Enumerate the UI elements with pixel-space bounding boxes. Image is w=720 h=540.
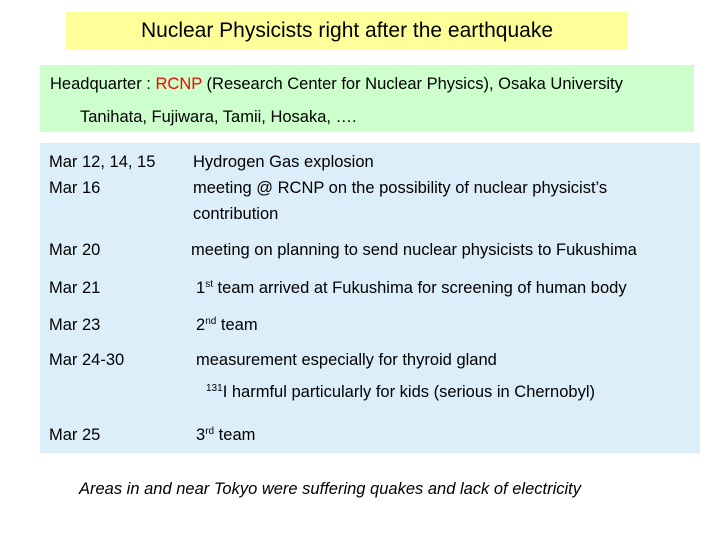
headquarter-names: Tanihata, Fujiwara, Tamii, Hosaka, ….	[80, 108, 357, 126]
timeline-date: Mar 23	[49, 316, 101, 334]
timeline-text: contribution	[193, 205, 279, 223]
ordinal-number: 3	[196, 426, 206, 444]
timeline-entry	[196, 278, 627, 298]
timeline-text: measurement especially for thyroid gland	[196, 351, 497, 369]
timeline-text: team	[216, 316, 258, 334]
headquarter-prefix: Headquarter :	[50, 75, 156, 93]
ordinal-suffix: rd	[205, 426, 215, 437]
isotope-note	[206, 383, 595, 402]
timeline-text: team arrived at Fukushima for screening of human body	[212, 279, 627, 297]
headquarter-box	[40, 65, 694, 132]
footer-note: Areas in and near Tokyo were suffering quakes and lack of electricity	[79, 480, 581, 498]
timeline-text: meeting @ RCNP on the possibility of nuclear physicist’s	[193, 179, 608, 197]
ordinal-suffix: nd	[205, 316, 217, 327]
timeline-text: team	[214, 426, 256, 444]
ordinal-suffix: st	[205, 279, 213, 290]
timeline-text: Hydrogen Gas explosion	[193, 153, 374, 171]
isotope-symbol: I	[222, 383, 228, 401]
slide-title	[66, 12, 628, 49]
headquarter-org: RCNP	[155, 75, 202, 93]
timeline-text: meeting on planning to send nuclear physicists to Fukushima	[191, 241, 637, 259]
timeline-date: Mar 20	[49, 241, 101, 259]
timeline-box	[40, 143, 700, 453]
ordinal-number: 1	[196, 279, 206, 297]
headquarter-org-full: (Research Center for Nuclear Physics), Osaka University	[201, 75, 623, 93]
timeline-date: Mar 16	[49, 179, 101, 197]
timeline-entry	[196, 425, 255, 445]
timeline-date: Mar 24-30	[49, 351, 125, 369]
headquarter-line	[50, 75, 623, 94]
isotope-text: harmful particularly for kids (serious in Chernobyl)	[227, 383, 595, 401]
isotope-mass-number: 131	[206, 383, 223, 394]
ordinal-number: 2	[196, 316, 206, 334]
timeline-date: Mar 21	[49, 279, 101, 297]
slide-title-text: Nuclear Physicists right after the earthquake	[140, 18, 554, 42]
timeline-date: Mar 12, 14, 15	[49, 153, 156, 171]
timeline-entry	[196, 315, 258, 335]
timeline-date: Mar 25	[49, 426, 101, 444]
